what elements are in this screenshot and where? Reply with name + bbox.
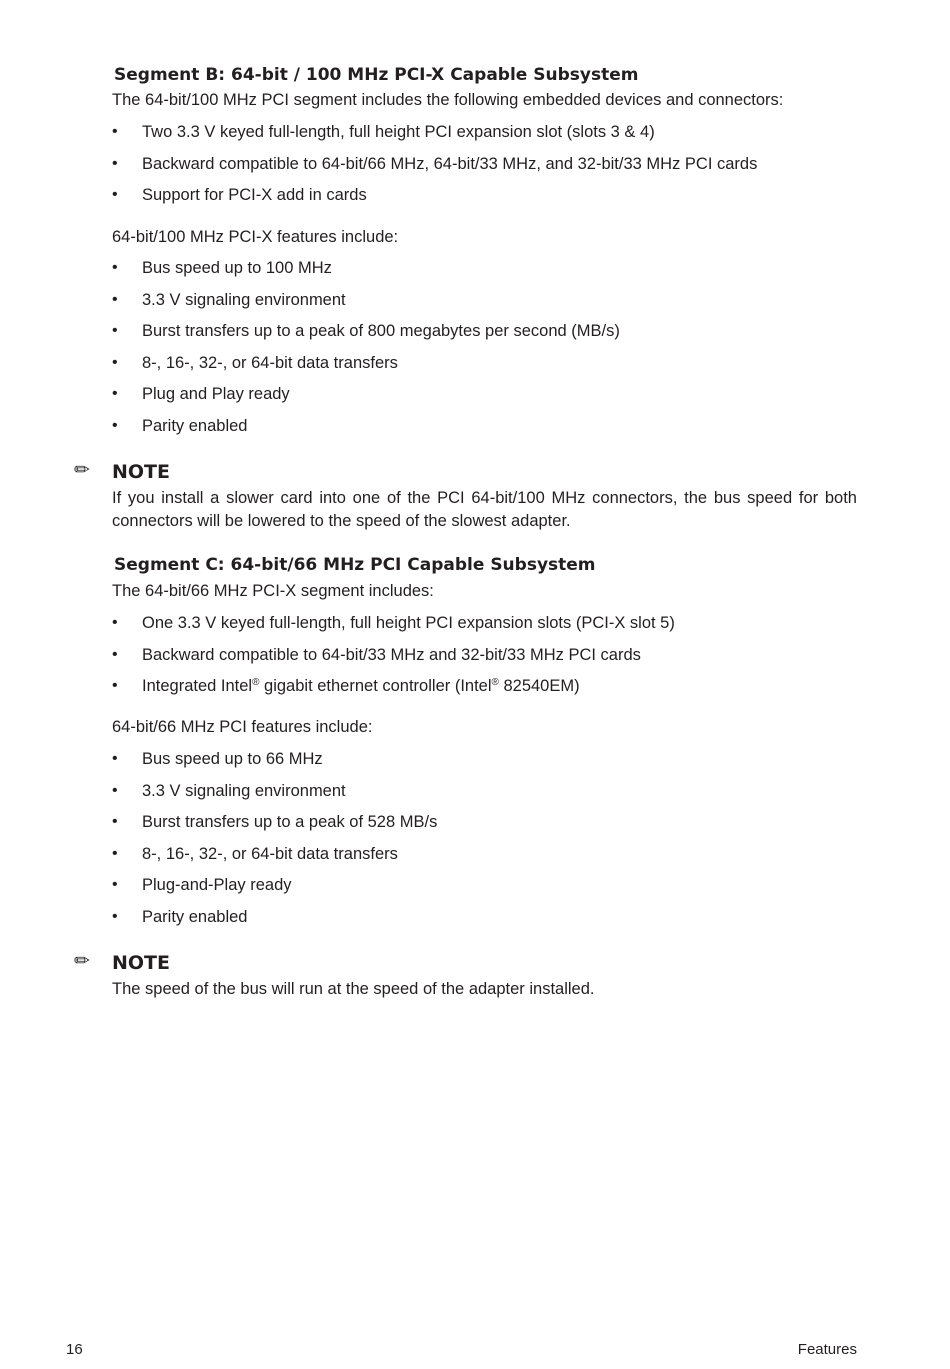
bullet-icon: • xyxy=(112,907,118,925)
list-item: • Two 3.3 V keyed full-length, full height PCI expansion slot (slots 3 & 4) xyxy=(112,123,655,141)
segment-b-device-list xyxy=(112,122,857,217)
bullet-icon: • xyxy=(112,677,118,695)
bullet-icon: • xyxy=(112,385,118,403)
list-item: • Bus speed up to 66 MHz xyxy=(112,750,323,768)
segment-c-heading: Segment C: 64-bit/66 MHz PCI Capable Subsystem xyxy=(114,555,596,575)
list-item: • Plug and Play ready xyxy=(112,385,290,404)
note-text: If you install a slower card into one of the PCI 64-bit/100 MHz connectors, the bus speed for both connectors will be lowered to the speed of the slowest adapter. xyxy=(112,489,857,530)
list-item: • 3.3 V signaling environment xyxy=(112,290,346,309)
list-item: • Burst transfers up to a peak of 800 megabytes per second (MB/s) xyxy=(112,322,620,341)
bullet-icon: • xyxy=(112,645,118,663)
bullet-icon: • xyxy=(112,876,118,894)
bullet-icon: • xyxy=(112,186,118,204)
bullet-icon: • xyxy=(112,290,118,308)
bullet-icon: • xyxy=(112,813,118,831)
note-title: NOTE xyxy=(112,952,170,974)
bullet-icon: • xyxy=(112,781,118,799)
note-text: The speed of the bus will run at the speed of the adapter installed. xyxy=(112,980,595,998)
bullet-icon: • xyxy=(112,844,118,862)
list-item: • Backward compatible to 64-bit/33 MHz and 32-bit/33 MHz PCI cards xyxy=(112,645,641,664)
note-title: NOTE xyxy=(112,461,170,483)
segment-c-intro: The 64-bit/66 MHz PCI-X segment includes: xyxy=(112,582,434,600)
list-item: • Plug-and-Play ready xyxy=(112,876,292,895)
bullet-icon: • xyxy=(112,259,118,276)
bullet-icon: • xyxy=(112,750,118,767)
segment-c-device-list xyxy=(112,613,857,708)
segment-b-heading: Segment B: 64-bit / 100 MHz PCI-X Capable Subsystem xyxy=(114,65,639,85)
list-item: • Parity enabled xyxy=(112,416,248,435)
bullet-icon: • xyxy=(112,123,118,140)
bullet-icon: • xyxy=(112,416,118,434)
list-item: • Support for PCI-X add in cards xyxy=(112,186,367,205)
bullet-icon: • xyxy=(112,154,118,172)
page-number: 16 xyxy=(66,1341,83,1358)
list-item: • Parity enabled xyxy=(112,907,248,926)
segment-b-features-intro: 64-bit/100 MHz PCI-X features include: xyxy=(112,228,399,246)
footer-section-title: Features xyxy=(797,1341,857,1358)
segment-b-intro: The 64-bit/100 MHz PCI segment includes the following embedded devices and connectors: xyxy=(112,91,784,109)
list-item: • 3.3 V signaling environment xyxy=(112,781,346,800)
list-item: • 8-, 16-, 32-, or 64-bit data transfers xyxy=(112,353,398,372)
pencil-icon: ✏ xyxy=(74,951,90,972)
bullet-icon: • xyxy=(112,322,118,340)
list-item: • Bus speed up to 100 MHz xyxy=(112,259,332,277)
list-item: • Backward compatible to 64-bit/66 MHz, 64-bit/33 MHz, and 32-bit/33 MHz PCI cards xyxy=(112,154,758,173)
list-item: • Burst transfers up to a peak of 528 MB/s xyxy=(112,813,438,832)
pencil-icon: ✏ xyxy=(74,460,90,481)
segment-c-features-intro: 64-bit/66 MHz PCI features include: xyxy=(112,718,373,736)
list-item: • Integrated Intel® gigabit ethernet controller (Intel® 82540EM) xyxy=(112,677,580,696)
bullet-icon: • xyxy=(112,353,118,371)
bullet-icon: • xyxy=(112,614,118,631)
segment-b-feature-list xyxy=(112,258,857,448)
list-item: • 8-, 16-, 32-, or 64-bit data transfers xyxy=(112,844,398,863)
list-item: • One 3.3 V keyed full-length, full height PCI expansion slots (PCI-X slot 5) xyxy=(112,614,675,632)
segment-c-feature-list xyxy=(112,749,857,939)
